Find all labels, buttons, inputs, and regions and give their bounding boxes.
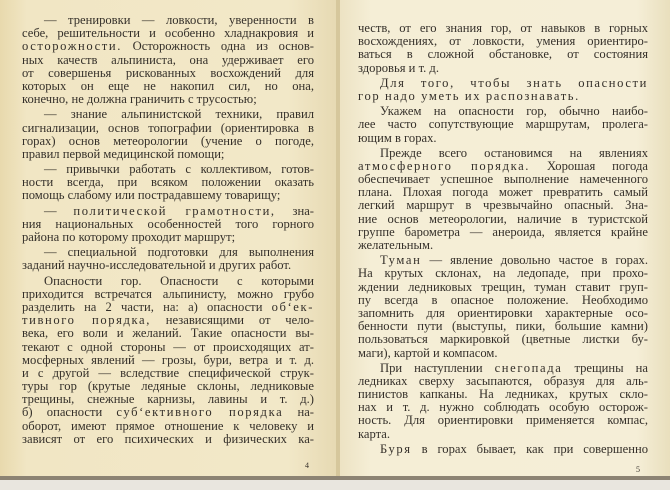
paragraph [22, 108, 314, 161]
paragraph [358, 254, 648, 360]
text-line: плана. Плохая погода может превратить самый [358, 185, 648, 200]
text-line: честв, от его знания гор, от навыков в горных [358, 21, 648, 35]
text-line: — специальной подготовки для выполнения [44, 245, 314, 260]
text-line: Укажем на опасности гор, обычно наибо- [380, 104, 648, 119]
text-line: ваться в сложной обстановке, от состояния [358, 47, 648, 62]
page-number: 4 [305, 461, 309, 470]
text-line: Опасности гор. Опасности с которыми [44, 273, 314, 288]
left-page-text [22, 14, 314, 448]
paragraph [358, 105, 648, 145]
text-line [358, 362, 648, 375]
text-line [358, 90, 648, 103]
text-segment: в горах бывает, как при совершенно [411, 441, 648, 456]
text-line: — тренировки — ловкости, уверенности в [44, 13, 314, 27]
text-line: горах) основ метеорологии (учение о погоде, [22, 133, 314, 148]
text-line: от совершенья рискованных восхождений для [22, 65, 314, 80]
text-line: пользоваться маркировкой (цветные листки бу- [358, 332, 648, 347]
text-line: ности всегда, при всяком положении оказать [22, 175, 314, 190]
text-line: ющим в горах. [358, 130, 437, 145]
text-line: района по которому проходит маршрут; [22, 230, 236, 244]
emphasized-text: Буря [380, 441, 412, 456]
text-line: мосферных явлений — грозы, бури, ветра и т. д. [22, 352, 314, 367]
text-line: и с другой — вследствие специфической струк- [22, 365, 314, 380]
text-line: Прежде всего остановимся на явлениях [380, 145, 648, 160]
text-line: группе барометра — анероида, является крайне [358, 224, 648, 239]
emphasized-text: суб‘ективного порядка [116, 405, 284, 420]
text-line: ния национальных особенностей того горного [22, 216, 314, 231]
paragraph [358, 147, 648, 253]
text-line: оборот, имеют прямое отношение к человеку и [22, 418, 314, 433]
text-segment: разделить на 2 части, на: а) опасности [22, 299, 272, 314]
text-line [22, 205, 314, 218]
text-segment: — [44, 203, 74, 218]
right-page-text [358, 22, 648, 458]
text-line: бенности пути (выступы, пики, большие камни) [358, 319, 648, 334]
emphasized-text: Для того, чтобы знать опасности [380, 75, 648, 90]
emphasized-text: Туман [380, 253, 422, 268]
paragraph [358, 22, 648, 75]
text-line: которых он еще не накопил сил, но она, [22, 78, 314, 93]
text-line: заданий научно-исследовательной и других работ. [22, 258, 292, 273]
text-line: приходится встречатся альпинисту, можно грубо [22, 286, 314, 301]
text-line: карта. [358, 426, 391, 441]
paragraph [358, 443, 648, 456]
page-number: 5 [636, 465, 640, 474]
text-line: себе, решительности и особенно хладнакровия и [22, 26, 314, 41]
page-bottom-edge [0, 476, 670, 480]
emphasized-text: гор надо уметь их распознавать. [358, 88, 580, 103]
text-line: ние основ метеорологии, наличие в туристской [358, 211, 648, 226]
text-line: здоровья и т. д. [358, 60, 439, 75]
paragraph [22, 163, 314, 203]
emphasized-text: атмосферного порядка. [358, 158, 531, 173]
emphasized-text: политической грамотности, [73, 203, 276, 218]
text-line: — привычки работать с коллективом, готов- [44, 162, 314, 177]
paragraph [22, 275, 314, 446]
emphasized-text: снегопада [494, 360, 563, 375]
text-line: правил первой медицинской помощи; [22, 146, 225, 161]
right-page [338, 0, 670, 478]
text-line: ных качеств альпиниста, она удерживает его [22, 52, 314, 67]
paragraph [358, 362, 648, 441]
emphasized-text: тивного порядка, [22, 313, 151, 328]
text-line: пу всегда в опасное положение. Необходимо [358, 292, 648, 307]
emphasized-text: осторожности. [22, 39, 122, 54]
text-line [358, 443, 648, 456]
text-line: лее часто сопутствующие маршрутам, пролега- [358, 117, 648, 132]
paragraph [358, 77, 648, 103]
text-line: зависят от его психических и физических ка- [22, 431, 314, 446]
emphasized-text: об‘ек- [271, 299, 314, 314]
paragraph [22, 14, 314, 106]
left-page [0, 0, 338, 478]
text-line: туры гор (крутые ледяные склоны, ледниковые [22, 379, 314, 394]
text-line: легкий маршрут в чрезвычайно опасный. Зна- [358, 198, 648, 213]
book-fold [336, 0, 340, 478]
text-line: помощь слабому или пострадавшему товарищу; [22, 188, 281, 203]
text-line: — знание альпинистской техники, правил [44, 107, 314, 122]
text-line: восхождениях, от ловкости, умения ориентиро- [358, 34, 648, 49]
text-segment: При наступлении [380, 360, 495, 375]
text-line: обеспечивает успешное выполнение намеченного [358, 172, 648, 187]
text-line: текают с одной стороны — от происходящих ат- [22, 339, 314, 354]
text-line: сигнализации, основ топографии (ориентировка в [22, 120, 314, 135]
text-segment: зна- [275, 203, 314, 218]
text-line: пинистов капканы. На ледниках, крутых скло- [358, 387, 648, 402]
text-line: нах и т. д. нужно соблюдать особую осторож- [358, 400, 648, 415]
text-line: На крутых склонах, на ледопаде, при прохо- [358, 266, 648, 281]
text-segment: Хорошая погода [530, 158, 648, 173]
text-segment: б) опасности [22, 405, 117, 420]
text-line: желательным. [358, 238, 434, 252]
paragraph [22, 246, 314, 272]
text-line: трещины, снежные карнизы, лавины и т. д.) [22, 392, 314, 407]
text-line: маги), картой и компасом. [358, 345, 498, 360]
paragraph [22, 205, 314, 245]
text-segment: трещины на [562, 360, 648, 375]
text-segment: независящими от чело- [150, 313, 314, 328]
text-segment: — явление довольно частое в горах. [421, 253, 648, 268]
text-segment: на- [283, 405, 315, 420]
text-line: конечно, не должна граничить с трусостью; [22, 92, 257, 107]
text-line [22, 40, 314, 53]
text-segment: Осторожность одна из основ- [121, 39, 314, 54]
text-line: ность. Для ориентировки применяется компас, [358, 413, 648, 428]
text-line [22, 406, 314, 419]
text-line: запомнить для ориентировки характерные осо- [358, 305, 648, 320]
text-line: ледниках сверху засыпаются, образуя для аль- [358, 373, 648, 388]
text-line: ждении ледниковых трещин, туман ставит груп- [358, 279, 648, 294]
text-line: века, его воли и желаний. Такие опасности вы- [22, 326, 314, 341]
